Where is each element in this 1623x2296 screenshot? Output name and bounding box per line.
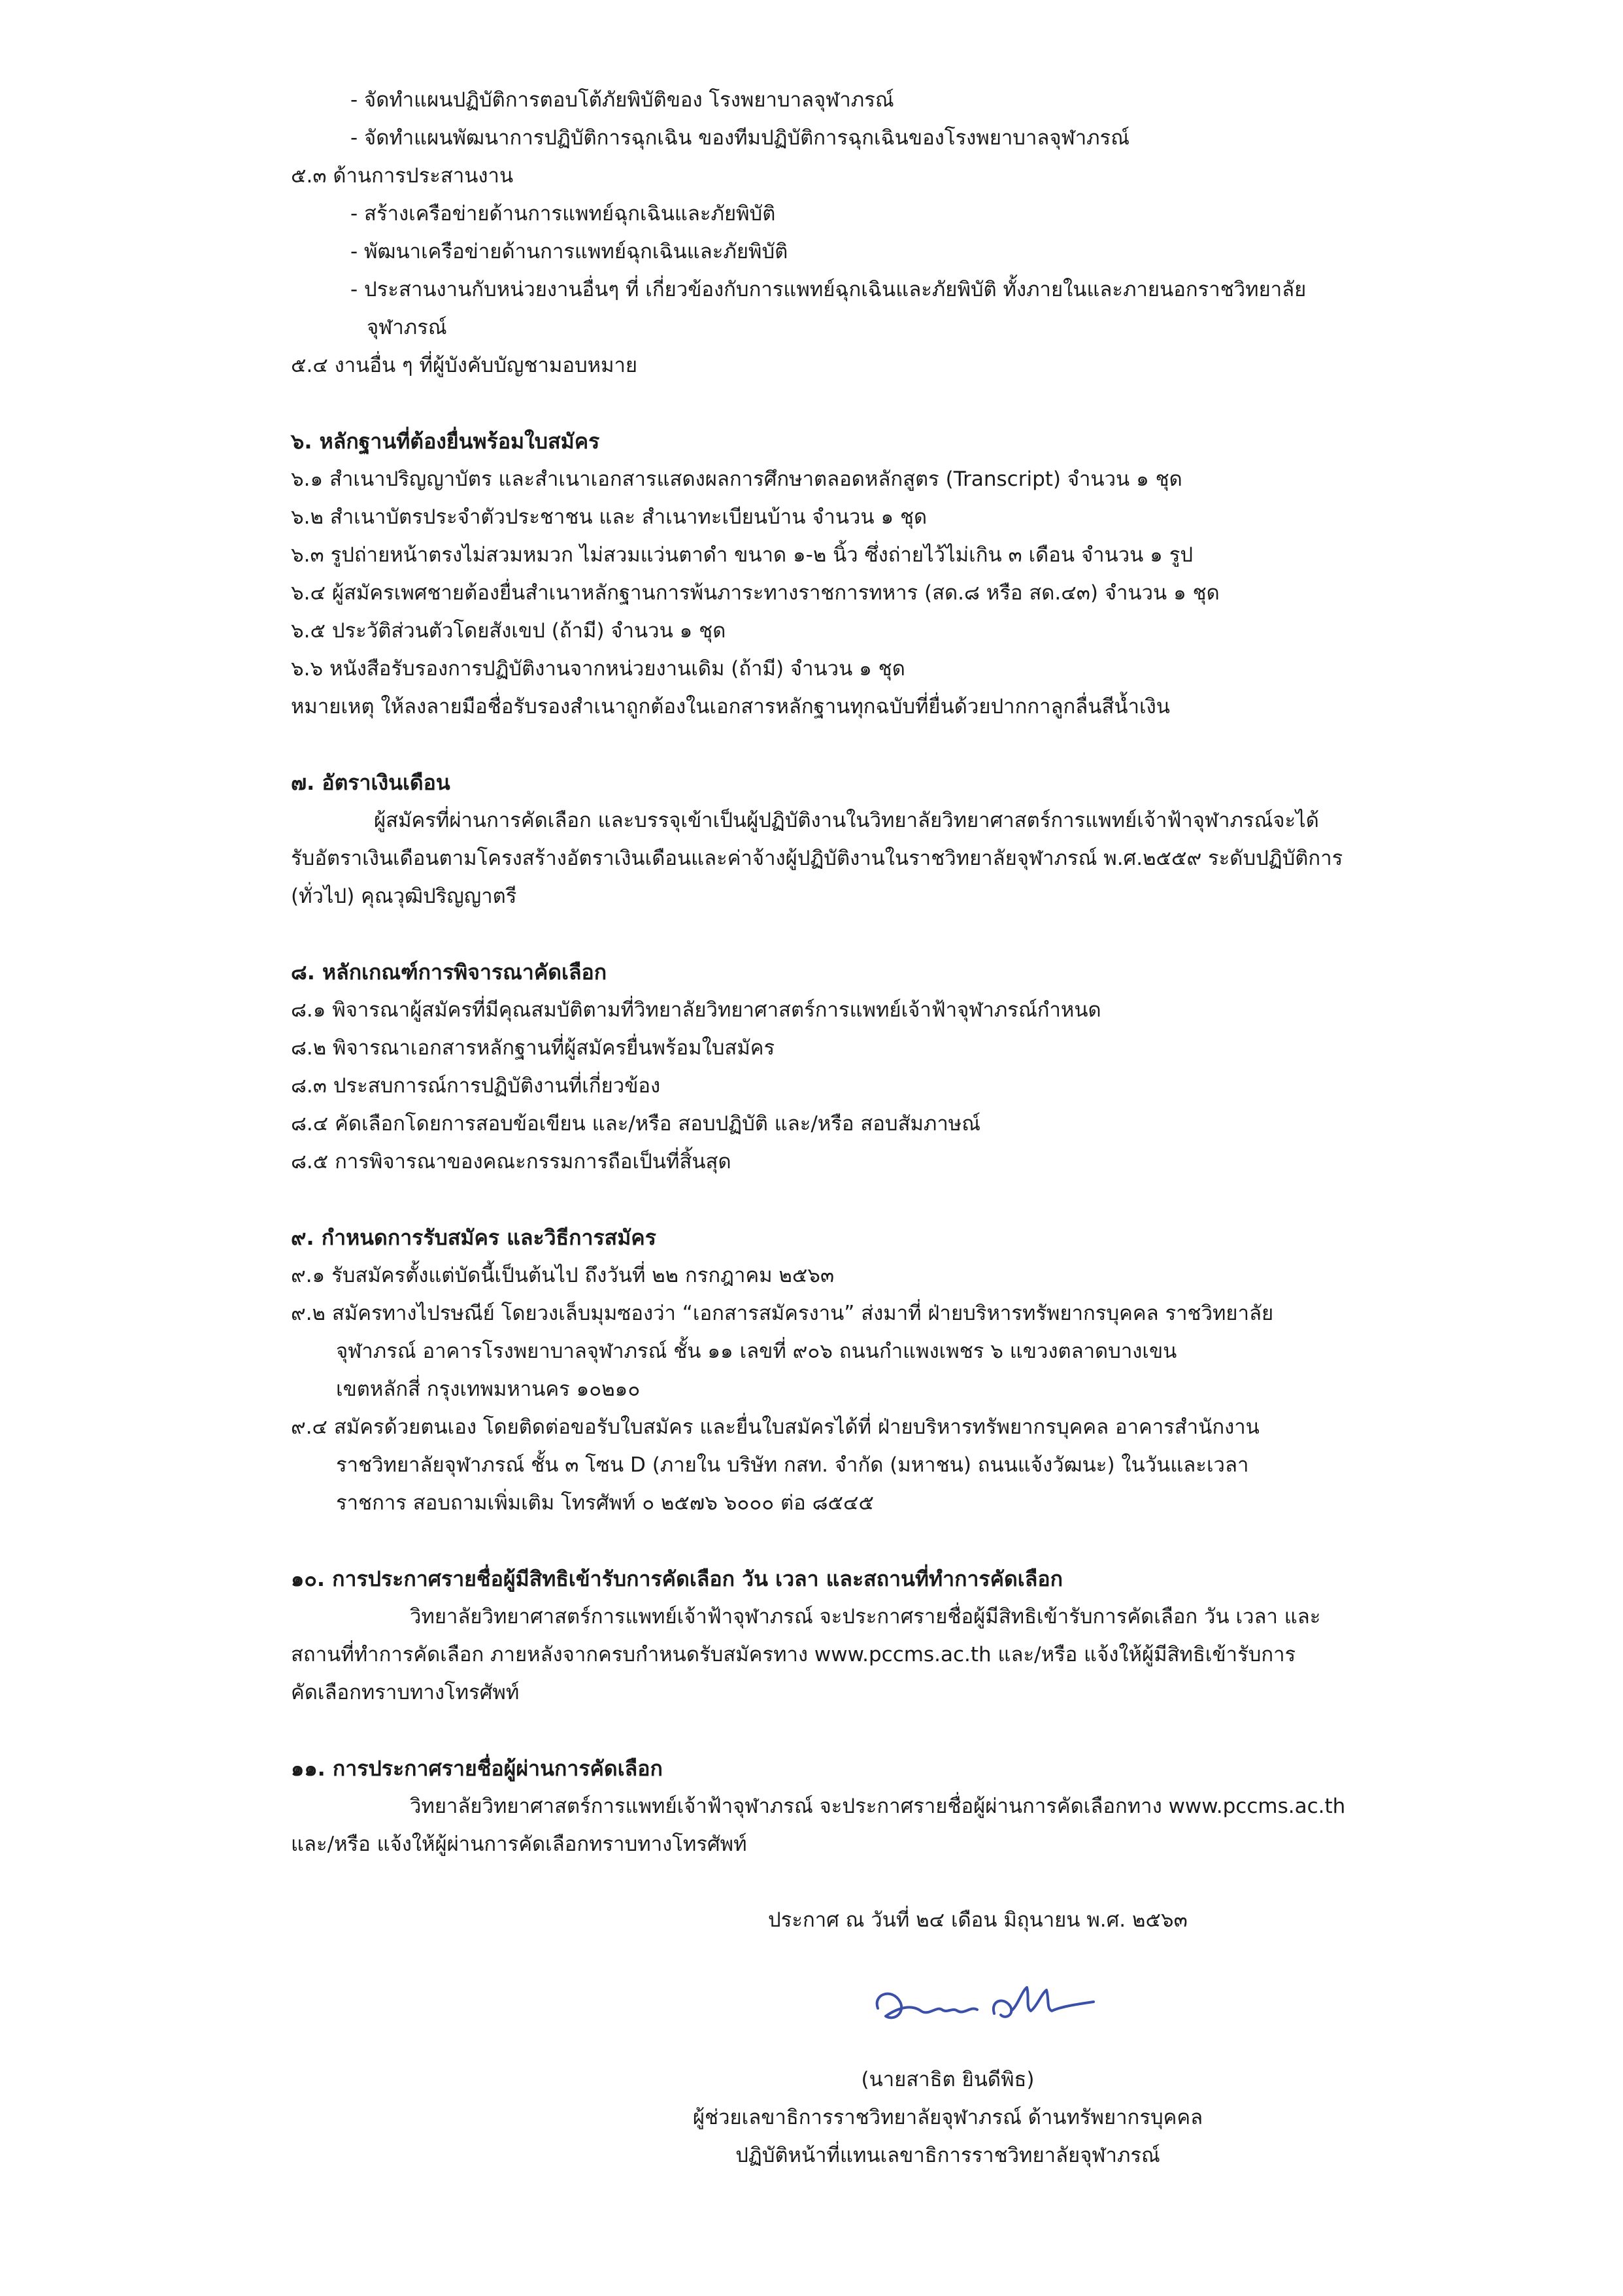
s6-item-5: ๖.๕ ประวัติส่วนตัวโดยสังเขป (ถ้ามี) จำนวน ๑ ชุด bbox=[291, 619, 726, 643]
s5-line-a: - จัดทำแผนปฏิบัติการตอบโต้ภัยพิบัติของ โรงพยาบาลจุฬาภรณ์ bbox=[350, 88, 894, 112]
s5-line-b: - จัดทำแผนพัฒนาการปฏิบัติการฉุกเฉิน ของทีมปฏิบัติการฉุกเฉินของโรงพยาบาลจุฬาภรณ์ bbox=[350, 126, 1129, 150]
section-11-heading: ๑๑. การประกาศรายชื่อผู้ผ่านการคัดเลือก bbox=[291, 1756, 663, 1781]
s8-item-1: ๘.๑ พิจารณาผู้สมัครที่มีคุณสมบัติตามที่วิทยาลัยวิทยาศาสตร์การแพทย์เจ้าฟ้าจุฬาภรณ์กำหนด bbox=[291, 998, 1101, 1022]
s94-line2: ราชวิทยาลัยจุฬาภรณ์ ชั้น ๓ โซน D (ภายใน บริษัท กสท. จำกัด (มหาชน) ถนนแจ้งวัฒนะ) ในวันและเวลา bbox=[336, 1453, 1249, 1477]
s91-item: ๙.๑ รับสมัครตั้งแต่บัดนี้เป็นต้นไป ถึงวันที่ ๒๒ กรกฎาคม ๒๕๖๓ bbox=[291, 1264, 835, 1287]
s6-item-1: ๖.๑ สำเนาปริญญาบัตร และสำเนาเอกสารแสดงผลการศึกษาตลอดหลักสูตร (Transcript) จำนวน ๑ ชุด bbox=[291, 467, 1182, 491]
section-9-heading: ๙. กำหนดการรับสมัคร และวิธีการสมัคร bbox=[291, 1225, 656, 1250]
s94-line3: ราชการ สอบถามเพิ่มเติม โทรศัพท์ ๐ ๒๕๗๖ ๖๐๐๐ ต่อ ๘๕๔๕ bbox=[336, 1491, 874, 1515]
s10-para-line3: คัดเลือกทราบทางโทรศัพท์ bbox=[291, 1681, 520, 1704]
announcement-date: ประกาศ ณ วันที่ ๒๔ เดือน มิถุนายน พ.ศ. ๒๕๖๓ bbox=[768, 1908, 1188, 1932]
s11-para-line1: วิทยาลัยวิทยาศาสตร์การแพทย์เจ้าฟ้าจุฬาภรณ์ จะประกาศรายชื่อผู้ผ่านการคัดเลือกทาง www.pccms.ac.th bbox=[410, 1795, 1346, 1818]
s8-item-2: ๘.๒ พิจารณาเอกสารหลักฐานที่ผู้สมัครยื่นพร้อมใบสมัคร bbox=[291, 1036, 775, 1060]
s6-item-6: ๖.๖ หนังสือรับรองการปฏิบัติงานจากหน่วยงานเดิม (ถ้ามี) จำนวน ๑ ชุด bbox=[291, 657, 905, 681]
handwritten-signature bbox=[866, 1968, 1101, 2040]
s53-title: ๕.๓ ด้านการประสานงาน bbox=[291, 164, 514, 188]
section-6-heading: ๖. หลักฐานที่ต้องยื่นพร้อมใบสมัคร bbox=[291, 429, 600, 454]
section-8-heading: ๘. หลักเกณฑ์การพิจารณาคัดเลือก bbox=[291, 960, 607, 985]
s7-para-line1: ผู้สมัครที่ผ่านการคัดเลือก และบรรจุเข้าเป็นผู้ปฏิบัติงานในวิทยาลัยวิทยาศาสตร์การแพทย์เจ้าฟ้าจุฬาภรณ์จะได้ bbox=[374, 809, 1319, 832]
s6-item-4: ๖.๔ ผู้สมัครเพศชายต้องยื่นสำเนาหลักฐานการพ้นภาระทางราชการทหาร (สด.๘ หรือ สด.๔๓) จำนวน ๑ ชุด bbox=[291, 581, 1220, 605]
s53-item-c-line1: - ประสานงานกับหน่วยงานอื่นๆ ที่ เกี่ยวข้องกับการแพทย์ฉุกเฉินและภัยพิบัติ ทั้งภายในและภายนอกราชวิทยาลัย bbox=[350, 278, 1307, 301]
s53-item-a: - สร้างเครือข่ายด้านการแพทย์ฉุกเฉินและภัยพิบัติ bbox=[350, 202, 776, 226]
s8-item-4: ๘.๔ คัดเลือกโดยการสอบข้อเขียน และ/หรือ สอบปฏิบัติ และ/หรือ สอบสัมภาษณ์ bbox=[291, 1112, 980, 1136]
s54-item: ๕.๔ งานอื่น ๆ ที่ผู้บังคับบัญชามอบหมาย bbox=[291, 354, 638, 377]
s7-para-line3: (ทั่วไป) คุณวุฒิปริญญาตรี bbox=[291, 885, 517, 908]
s53-item-b: - พัฒนาเครือข่ายด้านการแพทย์ฉุกเฉินและภัยพิบัติ bbox=[350, 240, 788, 263]
s53-item-c-line2: จุฬาภรณ์ bbox=[367, 316, 447, 339]
s8-item-3: ๘.๓ ประสบการณ์การปฏิบัติงานที่เกี่ยวข้อง bbox=[291, 1074, 661, 1098]
s10-para-line2: สถานที่ทำการคัดเลือก ภายหลังจากครบกำหนดรับสมัครทาง www.pccms.ac.th และ/หรือ แจ้งให้ผู้มีสิทธิเข้ารับการ bbox=[291, 1643, 1296, 1666]
s6-note: หมายเหตุ ให้ลงลายมือชื่อรับรองสำเนาถูกต้องในเอกสารหลักฐานทุกฉบับที่ยื่นด้วยปากกาลูกลื่นสีน้ำเงิน bbox=[291, 695, 1170, 718]
s11-para-line2: และ/หรือ แจ้งให้ผู้ผ่านการคัดเลือกทราบทางโทรศัพท์ bbox=[291, 1832, 747, 1856]
s8-item-5: ๘.๕ การพิจารณาของคณะกรรมการถือเป็นที่สิ้นสุด bbox=[291, 1150, 731, 1173]
s92-line3: เขตหลักสี่ กรุงเทพมหานคร ๑๐๒๑๐ bbox=[336, 1377, 641, 1401]
s94-line1: ๙.๔ สมัครด้วยตนเอง โดยติดต่อขอรับใบสมัคร และยื่นใบสมัครได้ที่ ฝ่ายบริหารทรัพยากรบุคคล อาคารสำนักงาน bbox=[291, 1415, 1260, 1439]
s92-line2: จุฬาภรณ์ อาคารโรงพยาบาลจุฬาภรณ์ ชั้น ๑๑ เลขที่ ๙๐๖ ถนนกำแพงเพชร ๖ แขวงตลาดบางเขน bbox=[336, 1340, 1177, 1363]
s6-item-3: ๖.๓ รูปถ่ายหน้าตรงไม่สวมหมวก ไม่สวมแว่นตาดำ ขนาด ๑-๒ นิ้ว ซึ่งถ่ายไว้ไม่เกิน ๓ เดือน จำนวน ๑ รูป bbox=[291, 543, 1194, 567]
s6-item-2: ๖.๒ สำเนาบัตรประจำตัวประชาชน และ สำเนาทะเบียนบ้าน จำนวน ๑ ชุด bbox=[291, 505, 928, 529]
signatory-position-line2: ปฏิบัติหน้าที่แทนเลขาธิการราชวิทยาลัยจุฬาภรณ์ bbox=[735, 2144, 1160, 2167]
section-7-heading: ๗. อัตราเงินเดือน bbox=[291, 770, 450, 795]
s92-line1: ๙.๒ สมัครทางไปรษณีย์ โดยวงเล็บมุมซองว่า “เอกสารสมัครงาน” ส่งมาที่ ฝ่ายบริหารทรัพยากรบุคคล ราชวิทยาลัย bbox=[291, 1302, 1274, 1325]
signatory-position-line1: ผู้ช่วยเลขาธิการราชวิทยาลัยจุฬาภรณ์ ด้านทรัพยากรบุคคล bbox=[692, 2106, 1203, 2129]
s7-para-line2: รับอัตราเงินเดือนตามโครงสร้างอัตราเงินเดือนและค่าจ้างผู้ปฏิบัติงานในราชวิทยาลัยจุฬาภรณ์ พ.ศ.๒๕๕๙ ระดับปฏิบัติการ bbox=[291, 847, 1343, 870]
s10-para-line1: วิทยาลัยวิทยาศาสตร์การแพทย์เจ้าฟ้าจุฬาภรณ์ จะประกาศรายชื่อผู้มีสิทธิเข้ารับการคัดเลือก วัน เวลา และ bbox=[410, 1605, 1321, 1629]
section-10-heading: ๑๐. การประกาศรายชื่อผู้มีสิทธิเข้ารับการคัดเลือก วัน เวลา และสถานที่ทำการคัดเลือก bbox=[291, 1566, 1063, 1591]
signatory-name: (นายสาธิต ยินดีพิธ) bbox=[861, 2068, 1035, 2091]
